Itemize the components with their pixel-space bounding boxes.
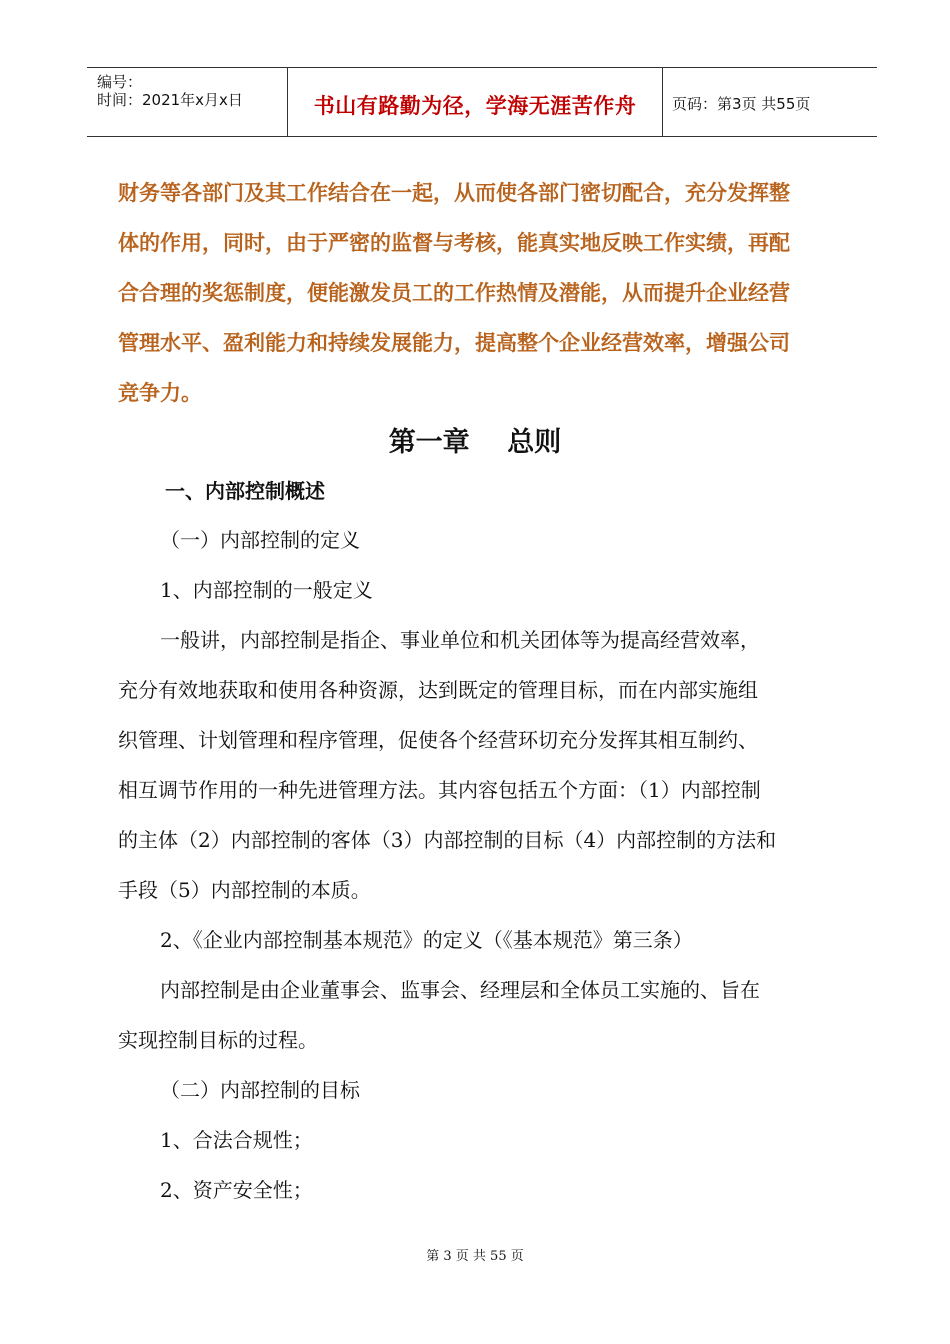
intro-line: 竞争力。 [118,381,202,405]
paragraph-line: 一般讲，内部控制是指企、事业单位和机关团体等为提高经营效率， [160,628,760,652]
paragraph-line: 内部控制是由企业董事会、监事会、经理层和全体员工实施的、旨在 [160,978,760,1002]
paragraph-line: 充分有效地获取和使用各种资源，达到既定的管理目标，而在内部实施组 [118,678,758,702]
page-footer: 第 3 页 共 55 页 [426,1249,524,1264]
paragraph-line: 织管理、计划管理和程序管理，促使各个经营环切充分发挥其相互制约、 [118,728,758,752]
paragraph-line: 实现控制目标的过程。 [118,1028,318,1052]
paragraph-line: 相互调节作用的一种先进管理方法。其内容包括五个方面：（1）内部控制 [118,778,761,802]
document-time-label: 时间：2021年x月x日 [97,91,243,109]
section-heading: 一、内部控制概述 [165,479,325,503]
header-page-cell [662,68,877,136]
goal-item: 1、合法合规性； [160,1128,313,1152]
item-heading: 2、《企业内部控制基本规范》的定义（《基本规范》第三条） [160,928,693,952]
header-meta-cell [87,68,287,136]
header-page-number: 页码：第3页 共55页 [672,95,811,113]
header-motto-cell [287,68,663,136]
page-header [87,67,877,137]
document-number-label: 编号： [97,73,143,91]
paragraph-line: 手段（5）内部控制的本质。 [118,878,371,902]
intro-line: 合合理的奖惩制度，便能激发员工的工作热情及潜能，从而提升企业经营 [118,281,790,305]
subsection-heading: （一）内部控制的定义 [160,528,360,552]
intro-line: 管理水平、盈利能力和持续发展能力，提高整个企业经营效率，增强公司 [118,331,790,355]
paragraph-line: 的主体（2）内部控制的客体（3）内部控制的目标（4）内部控制的方法和 [118,828,777,852]
item-heading: 1、内部控制的一般定义 [160,578,373,602]
intro-line: 体的作用，同时，由于严密的监督与考核，能真实地反映工作实绩，再配 [118,231,790,255]
goal-item: 2、资产安全性； [160,1178,313,1202]
chapter-title: 第一章 总则 [388,427,562,458]
subsection-heading: （二）内部控制的目标 [160,1078,360,1102]
intro-paragraph [118,168,848,418]
header-motto: 书山有路勤为径，学海无涯苦作舟 [313,94,637,118]
intro-line: 财务等各部门及其工作结合在一起，从而使各部门密切配合，充分发挥整 [118,181,790,205]
